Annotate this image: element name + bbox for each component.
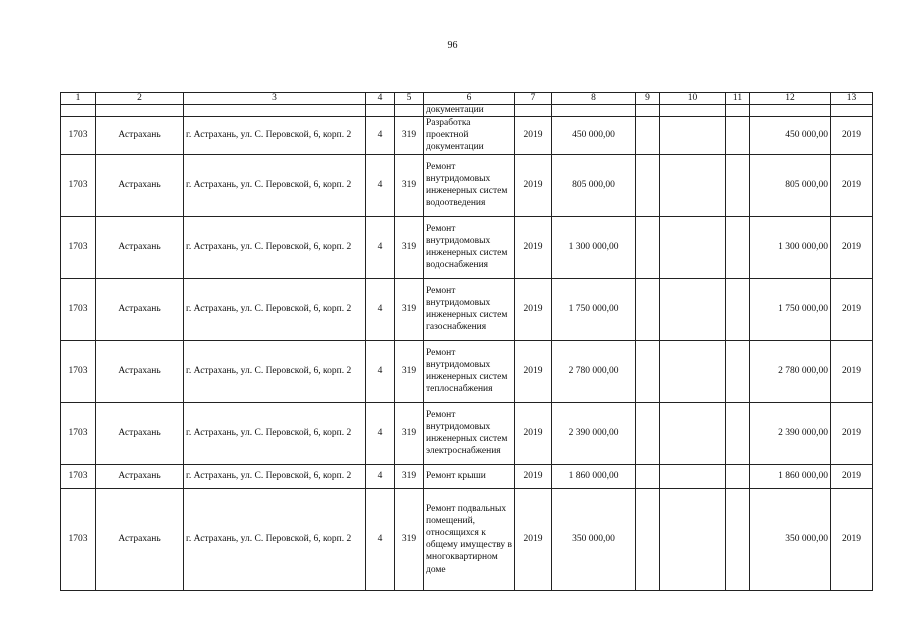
- empty-cell: [750, 105, 831, 117]
- object-code-cell: 1703: [61, 488, 96, 590]
- column-number: 13: [831, 93, 873, 105]
- col5-cell: 319: [395, 278, 424, 340]
- col5-cell: 319: [395, 340, 424, 402]
- amount-cell: 2 780 000,00: [552, 340, 636, 402]
- table-row: [61, 278, 873, 340]
- object-code-cell: 1703: [61, 402, 96, 464]
- amount-cell: 805 000,00: [552, 154, 636, 216]
- column-number: 2: [96, 93, 184, 105]
- table-row: [61, 464, 873, 488]
- col11-cell: [726, 117, 750, 155]
- column-number-row: [61, 93, 873, 105]
- col9-cell: [636, 464, 660, 488]
- year-cell: 2019: [515, 154, 552, 216]
- address-cell: г. Астрахань, ул. С. Перовской, 6, корп. 2: [184, 340, 366, 402]
- city-cell: Астрахань: [96, 340, 184, 402]
- amount-total-cell: 1 300 000,00: [750, 216, 831, 278]
- work-type-cell: Ремонт внутридомовых инженерных систем водоотведения: [424, 154, 515, 216]
- empty-cell: [726, 105, 750, 117]
- object-code-cell: 1703: [61, 278, 96, 340]
- col9-cell: [636, 340, 660, 402]
- col9-cell: [636, 154, 660, 216]
- amount-total-cell: 350 000,00: [750, 488, 831, 590]
- column-number: 9: [636, 93, 660, 105]
- empty-cell: [61, 105, 96, 117]
- year-end-cell: 2019: [831, 216, 873, 278]
- amount-cell: 1 860 000,00: [552, 464, 636, 488]
- year-end-cell: 2019: [831, 154, 873, 216]
- table-row: [61, 488, 873, 590]
- column-number: 12: [750, 93, 831, 105]
- empty-cell: [552, 105, 636, 117]
- year-end-cell: 2019: [831, 278, 873, 340]
- col11-cell: [726, 278, 750, 340]
- work-type-cell: Ремонт внутридомовых инженерных систем теплоснабжения: [424, 340, 515, 402]
- col4-cell: 4: [366, 488, 395, 590]
- object-code-cell: 1703: [61, 216, 96, 278]
- work-type-cell: Ремонт внутридомовых инженерных систем газоснабжения: [424, 278, 515, 340]
- city-cell: Астрахань: [96, 278, 184, 340]
- city-cell: Астрахань: [96, 402, 184, 464]
- amount-cell: 2 390 000,00: [552, 402, 636, 464]
- address-cell: г. Астрахань, ул. С. Перовской, 6, корп. 2: [184, 216, 366, 278]
- address-cell: г. Астрахань, ул. С. Перовской, 6, корп. 2: [184, 464, 366, 488]
- column-number: 1: [61, 93, 96, 105]
- city-cell: Астрахань: [96, 464, 184, 488]
- amount-total-cell: 1 860 000,00: [750, 464, 831, 488]
- city-cell: Астрахань: [96, 117, 184, 155]
- empty-cell: [831, 105, 873, 117]
- year-cell: 2019: [515, 488, 552, 590]
- empty-cell: [636, 105, 660, 117]
- col11-cell: [726, 216, 750, 278]
- col10-cell: [660, 154, 726, 216]
- year-cell: 2019: [515, 278, 552, 340]
- column-number: 6: [424, 93, 515, 105]
- address-cell: г. Астрахань, ул. С. Перовской, 6, корп. 2: [184, 278, 366, 340]
- table-row: [61, 117, 873, 155]
- city-cell: Астрахань: [96, 154, 184, 216]
- col4-cell: 4: [366, 154, 395, 216]
- col11-cell: [726, 402, 750, 464]
- work-type-cell: Разработка проектной документации: [424, 117, 515, 155]
- empty-cell: [660, 105, 726, 117]
- object-code-cell: 1703: [61, 340, 96, 402]
- amount-total-cell: 805 000,00: [750, 154, 831, 216]
- table-body: [61, 93, 873, 591]
- table-row: [61, 402, 873, 464]
- object-code-cell: 1703: [61, 117, 96, 155]
- empty-cell: [184, 105, 366, 117]
- continuation-row: [61, 105, 873, 117]
- col10-cell: [660, 340, 726, 402]
- col9-cell: [636, 402, 660, 464]
- table-row: [61, 216, 873, 278]
- col9-cell: [636, 488, 660, 590]
- col4-cell: 4: [366, 464, 395, 488]
- year-end-cell: 2019: [831, 117, 873, 155]
- column-number: 3: [184, 93, 366, 105]
- col4-cell: 4: [366, 216, 395, 278]
- col11-cell: [726, 488, 750, 590]
- object-code-cell: 1703: [61, 464, 96, 488]
- column-number: 10: [660, 93, 726, 105]
- amount-cell: 450 000,00: [552, 117, 636, 155]
- col10-cell: [660, 278, 726, 340]
- table-row: [61, 154, 873, 216]
- year-cell: 2019: [515, 402, 552, 464]
- work-type-cell: Ремонт крыши: [424, 464, 515, 488]
- col5-cell: 319: [395, 402, 424, 464]
- col5-cell: 319: [395, 154, 424, 216]
- empty-cell: [395, 105, 424, 117]
- work-type-cell: Ремонт внутридомовых инженерных систем электроснабжения: [424, 402, 515, 464]
- object-code-cell: 1703: [61, 154, 96, 216]
- column-number: 5: [395, 93, 424, 105]
- repair-program-table: [60, 92, 873, 591]
- work-type-cell: Ремонт внутридомовых инженерных систем водоснабжения: [424, 216, 515, 278]
- empty-cell: [96, 105, 184, 117]
- col5-cell: 319: [395, 117, 424, 155]
- col10-cell: [660, 488, 726, 590]
- year-end-cell: 2019: [831, 488, 873, 590]
- column-number: 7: [515, 93, 552, 105]
- work-type-cell: Ремонт подвальных помещений, относящихся к общему имуществу в многоквартирном доме: [424, 488, 515, 590]
- amount-cell: 1 750 000,00: [552, 278, 636, 340]
- address-cell: г. Астрахань, ул. С. Перовской, 6, корп. 2: [184, 117, 366, 155]
- amount-total-cell: 1 750 000,00: [750, 278, 831, 340]
- year-cell: 2019: [515, 117, 552, 155]
- year-end-cell: 2019: [831, 340, 873, 402]
- column-number: 11: [726, 93, 750, 105]
- amount-total-cell: 2 780 000,00: [750, 340, 831, 402]
- year-end-cell: 2019: [831, 464, 873, 488]
- col4-cell: 4: [366, 278, 395, 340]
- empty-cell: [515, 105, 552, 117]
- col9-cell: [636, 216, 660, 278]
- address-cell: г. Астрахань, ул. С. Перовской, 6, корп. 2: [184, 488, 366, 590]
- city-cell: Астрахань: [96, 216, 184, 278]
- amount-cell: 1 300 000,00: [552, 216, 636, 278]
- col10-cell: [660, 402, 726, 464]
- empty-cell: [366, 105, 395, 117]
- col4-cell: 4: [366, 340, 395, 402]
- address-cell: г. Астрахань, ул. С. Перовской, 6, корп. 2: [184, 154, 366, 216]
- col5-cell: 319: [395, 488, 424, 590]
- column-number: 4: [366, 93, 395, 105]
- col9-cell: [636, 278, 660, 340]
- amount-total-cell: 2 390 000,00: [750, 402, 831, 464]
- col11-cell: [726, 154, 750, 216]
- col11-cell: [726, 340, 750, 402]
- year-cell: 2019: [515, 216, 552, 278]
- amount-cell: 350 000,00: [552, 488, 636, 590]
- col9-cell: [636, 117, 660, 155]
- amount-total-cell: 450 000,00: [750, 117, 831, 155]
- col10-cell: [660, 464, 726, 488]
- col10-cell: [660, 216, 726, 278]
- column-number: 8: [552, 93, 636, 105]
- work-type-cell: документации: [424, 105, 515, 117]
- col4-cell: 4: [366, 117, 395, 155]
- table-row: [61, 340, 873, 402]
- col4-cell: 4: [366, 402, 395, 464]
- year-cell: 2019: [515, 464, 552, 488]
- address-cell: г. Астрахань, ул. С. Перовской, 6, корп. 2: [184, 402, 366, 464]
- page-number: 96: [447, 40, 458, 51]
- year-end-cell: 2019: [831, 402, 873, 464]
- col11-cell: [726, 464, 750, 488]
- col5-cell: 319: [395, 216, 424, 278]
- col5-cell: 319: [395, 464, 424, 488]
- year-cell: 2019: [515, 340, 552, 402]
- col10-cell: [660, 117, 726, 155]
- city-cell: Астрахань: [96, 488, 184, 590]
